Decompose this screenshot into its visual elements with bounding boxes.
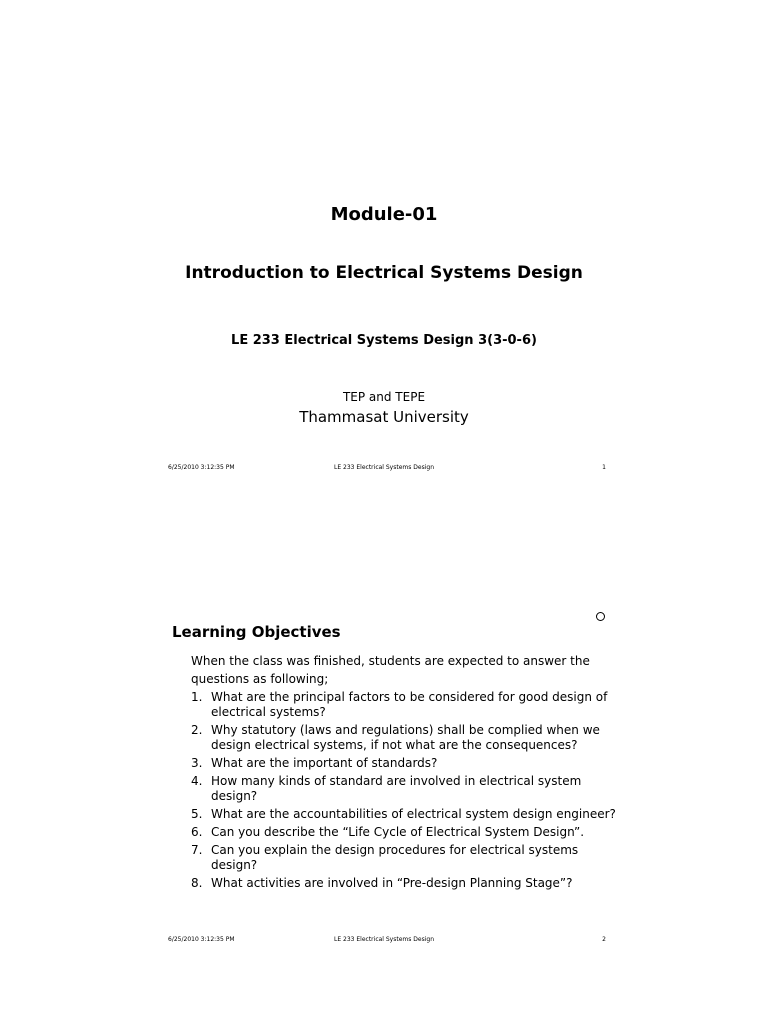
- university-name: Thammasat University: [299, 408, 469, 426]
- footer-course: LE 233 Electrical Systems Design: [333, 464, 434, 471]
- item-text: What are the important of standards?: [211, 756, 438, 770]
- footer-date: 6/25/2010 3:12:35 PM: [168, 464, 235, 471]
- item-text: Why statutory (laws and regulations) shall be complied when we design electrical systems, if not what are the consequences?: [211, 723, 600, 752]
- list-item: [191, 825, 621, 840]
- course-code: LE 233 Electrical Systems Design 3(3-0-6): [231, 333, 537, 348]
- list-item: [191, 774, 621, 804]
- slide-2: [0, 512, 768, 1024]
- item-number: 4.: [191, 774, 203, 788]
- item-text: What are the accountabilities of electrical system design engineer?: [211, 807, 616, 821]
- item-number: 3.: [191, 756, 203, 770]
- item-number: 2.: [191, 723, 203, 737]
- item-text: Can you explain the design procedures for electrical systems design?: [211, 843, 579, 872]
- footer-date: 6/25/2010 3:12:35 PM: [168, 936, 235, 943]
- item-text: What activities are involved in “Pre-design Planning Stage”?: [211, 876, 573, 890]
- item-text: What are the principal factors to be considered for good design of electrical systems?: [211, 690, 608, 719]
- item-number: 1.: [191, 690, 203, 704]
- list-item: [191, 756, 621, 771]
- learning-objectives-intro: When the class was finished, students are expected to answer the questions as following;: [191, 654, 590, 686]
- footer-page-number: 1: [602, 464, 606, 471]
- item-number: 5.: [191, 807, 203, 821]
- list-item: [191, 843, 621, 873]
- footer-page-number: 2: [602, 936, 606, 943]
- learning-objectives-heading: Learning Objectives: [172, 623, 341, 641]
- item-number: 7.: [191, 843, 203, 857]
- footer-course: LE 233 Electrical Systems Design: [333, 936, 434, 943]
- page-title: Introduction to Electrical Systems Design: [185, 263, 583, 283]
- circle-bullet-icon: [596, 612, 605, 621]
- list-item: [191, 690, 621, 720]
- objectives-list: [191, 690, 621, 894]
- list-item: [191, 723, 621, 753]
- item-number: 8.: [191, 876, 203, 890]
- item-number: 6.: [191, 825, 203, 839]
- item-text: How many kinds of standard are involved in electrical system design?: [211, 774, 582, 803]
- module-title: Module-01: [330, 204, 438, 225]
- item-text: Can you describe the “Life Cycle of Electrical System Design”.: [211, 825, 585, 839]
- list-item: [191, 876, 621, 891]
- departments: TEP and TEPE: [342, 390, 426, 404]
- list-item: [191, 807, 621, 822]
